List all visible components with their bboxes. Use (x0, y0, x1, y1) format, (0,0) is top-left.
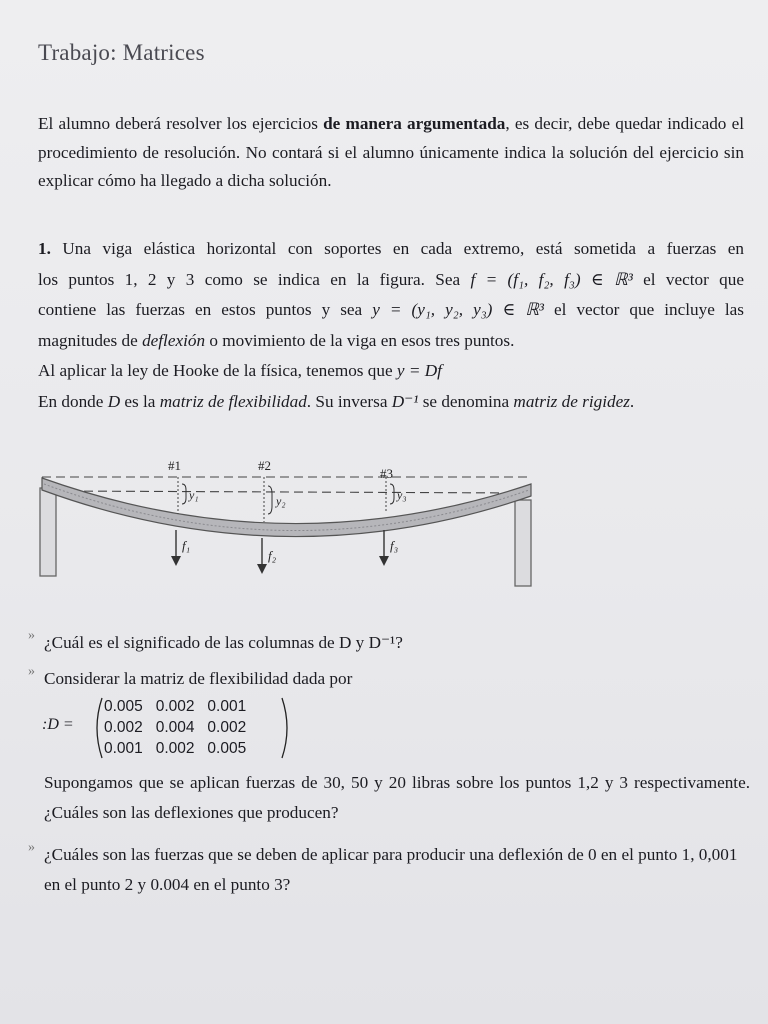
exercise-number: 1. (38, 239, 51, 258)
beam-figure (38, 448, 558, 598)
intro-emphasis: de manera argumentada (323, 114, 506, 133)
matrix-label: :D = (42, 716, 74, 733)
force-label-3: f₃ (390, 538, 399, 553)
right-paren (280, 696, 294, 760)
matrix-row-2: 0.002 0.004 0.002 (104, 719, 247, 736)
exercise-1: 1. Una viga elástica horizontal con soportes en cada extremo, está sometida a fuerzas en los puntos 1, 2 y 3 como se indica en la figura. Sea f = (f₁, f₂, f₃) ∈ ℝ³ el vector que contiene las fuerzas en estos puntos y sea y = (y₁, y₂, y₃) ∈ ℝ³ el vector que incluye las magnitudes de deflexión o movimiento de la viga en esos tres puntos. Al aplicar la ley de Hooke de la física, tenemos que y = Df En donde D es la matriz de flexibilidad. Su inversa D⁻¹ se denomina matriz de rigidez. (38, 239, 744, 411)
question-2-details: Supongamos que se aplican fuerzas de 30, 50 y 20 libras sobre los puntos 1,2 y 3 respectivamente. ¿Cuáles son las deflexiones que producen? (44, 773, 750, 822)
elastic-beam (42, 478, 531, 537)
page-title: Trabajo: Matrices (38, 40, 205, 65)
right-support (515, 500, 531, 586)
flexibility-matrix (42, 696, 342, 760)
matrix-row-1: 0.005 0.002 0.001 (104, 698, 247, 715)
force-arrow-1 (171, 556, 181, 566)
matrix-row-3: 0.001 0.002 0.005 (104, 740, 247, 757)
left-support (40, 488, 56, 576)
deflection-label-2: y₂ (276, 494, 286, 508)
question-2: Considerar la matriz de flexibilidad dada por (44, 669, 353, 688)
intro-paragraph: El alumno deberá resolver los ejercicios de manera argumentada, es decir, debe quedar indicado el procedimiento de resolución. No contará si el alumno únicamente indica la solución del ejercicio sin explicar cómo ha llegado a dicha solución. (38, 114, 745, 190)
question-3: ¿Cuáles son las fuerzas que se deben de aplicar para producir una deflexión de 0 en el punto 1, 0,001 en el punto 2 y 0.004 en el punto 3? (44, 845, 738, 894)
bullet-marker: » (28, 664, 35, 679)
left-paren (90, 696, 104, 760)
force-label-1: f₁ (182, 538, 191, 553)
reference-line-bottom (56, 491, 523, 493)
point-label-3: #3 (380, 466, 393, 481)
force-arrow-2 (257, 564, 267, 574)
deflection-vector: y = (y₁, y₂, y₃) ∈ ℝ³ (372, 300, 544, 319)
question-1: ¿Cuál es el significado de las columnas de D y D⁻¹? (44, 633, 403, 652)
hooke-equation: y = Df (396, 361, 442, 380)
bullet-marker: » (28, 628, 35, 643)
force-arrow-3 (379, 556, 389, 566)
deflection-label-1: y₁ (189, 488, 199, 502)
deflection-label-3: y₃ (397, 488, 407, 502)
bullet-marker: » (28, 840, 35, 855)
point-label-1: #1 (168, 458, 181, 473)
force-vector: f = (f₁, f₂, f₃) ∈ ℝ³ (470, 269, 633, 289)
point-label-2: #2 (258, 458, 271, 473)
force-label-2: f₂ (268, 548, 277, 563)
